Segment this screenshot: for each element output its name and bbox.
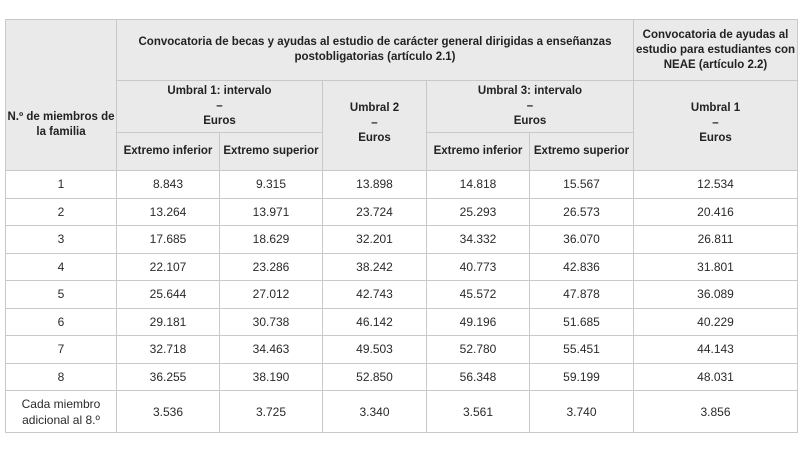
u3-high-cell: 15.567 <box>530 171 634 199</box>
umbral1-header <box>117 81 323 133</box>
umbral2-unit: Euros <box>358 132 391 144</box>
neae-cell: 40.229 <box>634 308 798 336</box>
umbral1-unit: Euros <box>203 115 236 127</box>
members-cell: 2 <box>6 198 117 226</box>
neae-cell: 20.416 <box>634 198 798 226</box>
members-cell: 3 <box>6 226 117 254</box>
table-body <box>6 171 798 433</box>
umbral3-dash: – <box>526 100 534 112</box>
neae-umbral1-header <box>634 81 798 171</box>
u3-high-cell: 47.878 <box>530 281 634 309</box>
members-header <box>6 20 117 171</box>
umbral3-unit: Euros <box>513 115 547 127</box>
u1-low-cell: 25.644 <box>117 281 220 309</box>
u2-cell: 13.898 <box>323 171 427 199</box>
neae-cell: 48.031 <box>634 363 798 391</box>
table-row <box>6 281 798 309</box>
u3-low-cell: 56.348 <box>427 363 530 391</box>
umbral1-lower-header: Extremo inferior <box>117 133 220 171</box>
u3-low-cell: 49.196 <box>427 308 530 336</box>
neae-umbral1-dash: – <box>712 117 719 129</box>
u1-low-cell: 36.255 <box>117 363 220 391</box>
u3-high-cell: 26.573 <box>530 198 634 226</box>
u3-high-cell: 42.836 <box>530 253 634 281</box>
u3-low-cell: 52.780 <box>427 336 530 364</box>
u2-cell: 52.850 <box>323 363 427 391</box>
u1-high-cell: 18.629 <box>220 226 323 254</box>
table-row <box>6 171 798 199</box>
neae-call-header: Convocatoria de ayudas al estudio para estudiantes con NEAE (artículo 2.2) <box>634 20 798 81</box>
table-row <box>6 363 798 391</box>
neae-umbral1-title: Umbral 1 <box>690 102 741 114</box>
members-cell: 8 <box>6 363 117 391</box>
umbral3-lower-header: Extremo inferior <box>427 133 530 171</box>
neae-cell: 12.534 <box>634 171 798 199</box>
u1-low-cell: 32.718 <box>117 336 220 364</box>
neae-cell: 26.811 <box>634 226 798 254</box>
members-cell: 5 <box>6 281 117 309</box>
umbral3-title: Umbral 3: intervalo <box>477 85 583 97</box>
u1-low-cell: 13.264 <box>117 198 220 226</box>
u2-cell: 49.503 <box>323 336 427 364</box>
members-cell: 1 <box>6 171 117 199</box>
u1-high-cell: 13.971 <box>220 198 323 226</box>
u1-high-cell: 23.286 <box>220 253 323 281</box>
umbral3-header <box>427 81 634 133</box>
table-row <box>6 226 798 254</box>
u1-high-cell: 3.725 <box>220 391 323 433</box>
u3-low-cell: 34.332 <box>427 226 530 254</box>
table-row-additional-member <box>6 391 798 433</box>
neae-umbral1-unit: Euros <box>699 132 732 144</box>
u3-low-cell: 45.572 <box>427 281 530 309</box>
u1-high-cell: 38.190 <box>220 363 323 391</box>
u1-low-cell: 22.107 <box>117 253 220 281</box>
u1-low-cell: 3.536 <box>117 391 220 433</box>
u3-low-cell: 25.293 <box>427 198 530 226</box>
table-row <box>6 253 798 281</box>
members-cell: 4 <box>6 253 117 281</box>
table-header <box>6 20 798 171</box>
table-row <box>6 336 798 364</box>
additional-member-label: Cada miembro adicional al 8.º <box>6 391 117 433</box>
members-cell: 7 <box>6 336 117 364</box>
neae-cell: 36.089 <box>634 281 798 309</box>
general-call-header: Convocatoria de becas y ayudas al estudio de carácter general dirigidas a enseñanzas postobligatorias (artículo 2.1) <box>117 20 634 81</box>
umbral2-title: Umbral 2 <box>349 102 400 114</box>
u1-low-cell: 17.685 <box>117 226 220 254</box>
u1-high-cell: 34.463 <box>220 336 323 364</box>
u3-high-cell: 55.451 <box>530 336 634 364</box>
u1-high-cell: 9.315 <box>220 171 323 199</box>
u2-cell: 32.201 <box>323 226 427 254</box>
u3-high-cell: 36.070 <box>530 226 634 254</box>
u3-high-cell: 59.199 <box>530 363 634 391</box>
u1-low-cell: 29.181 <box>117 308 220 336</box>
u3-low-cell: 14.818 <box>427 171 530 199</box>
umbral2-dash: – <box>371 117 378 129</box>
umbral3-upper-header: Extremo superior <box>530 133 634 171</box>
umbral1-dash: – <box>216 100 223 112</box>
neae-cell: 3.856 <box>634 391 798 433</box>
umbral2-header <box>323 81 427 171</box>
neae-cell: 44.143 <box>634 336 798 364</box>
u3-high-cell: 3.740 <box>530 391 634 433</box>
u2-cell: 23.724 <box>323 198 427 226</box>
u1-high-cell: 30.738 <box>220 308 323 336</box>
u1-high-cell: 27.012 <box>220 281 323 309</box>
umbral1-title: Umbral 1: intervalo <box>167 85 272 97</box>
u2-cell: 46.142 <box>323 308 427 336</box>
neae-cell: 31.801 <box>634 253 798 281</box>
thresholds-table <box>5 19 798 433</box>
u2-cell: 38.242 <box>323 253 427 281</box>
u3-high-cell: 51.685 <box>530 308 634 336</box>
u2-cell: 3.340 <box>323 391 427 433</box>
table-row <box>6 198 798 226</box>
u3-low-cell: 40.773 <box>427 253 530 281</box>
u1-low-cell: 8.843 <box>117 171 220 199</box>
table-row <box>6 308 798 336</box>
members-header-label: N.º de miembros de la familia <box>7 110 115 138</box>
members-cell: 6 <box>6 308 117 336</box>
umbral1-upper-header: Extremo superior <box>220 133 323 171</box>
u3-low-cell: 3.561 <box>427 391 530 433</box>
u2-cell: 42.743 <box>323 281 427 309</box>
